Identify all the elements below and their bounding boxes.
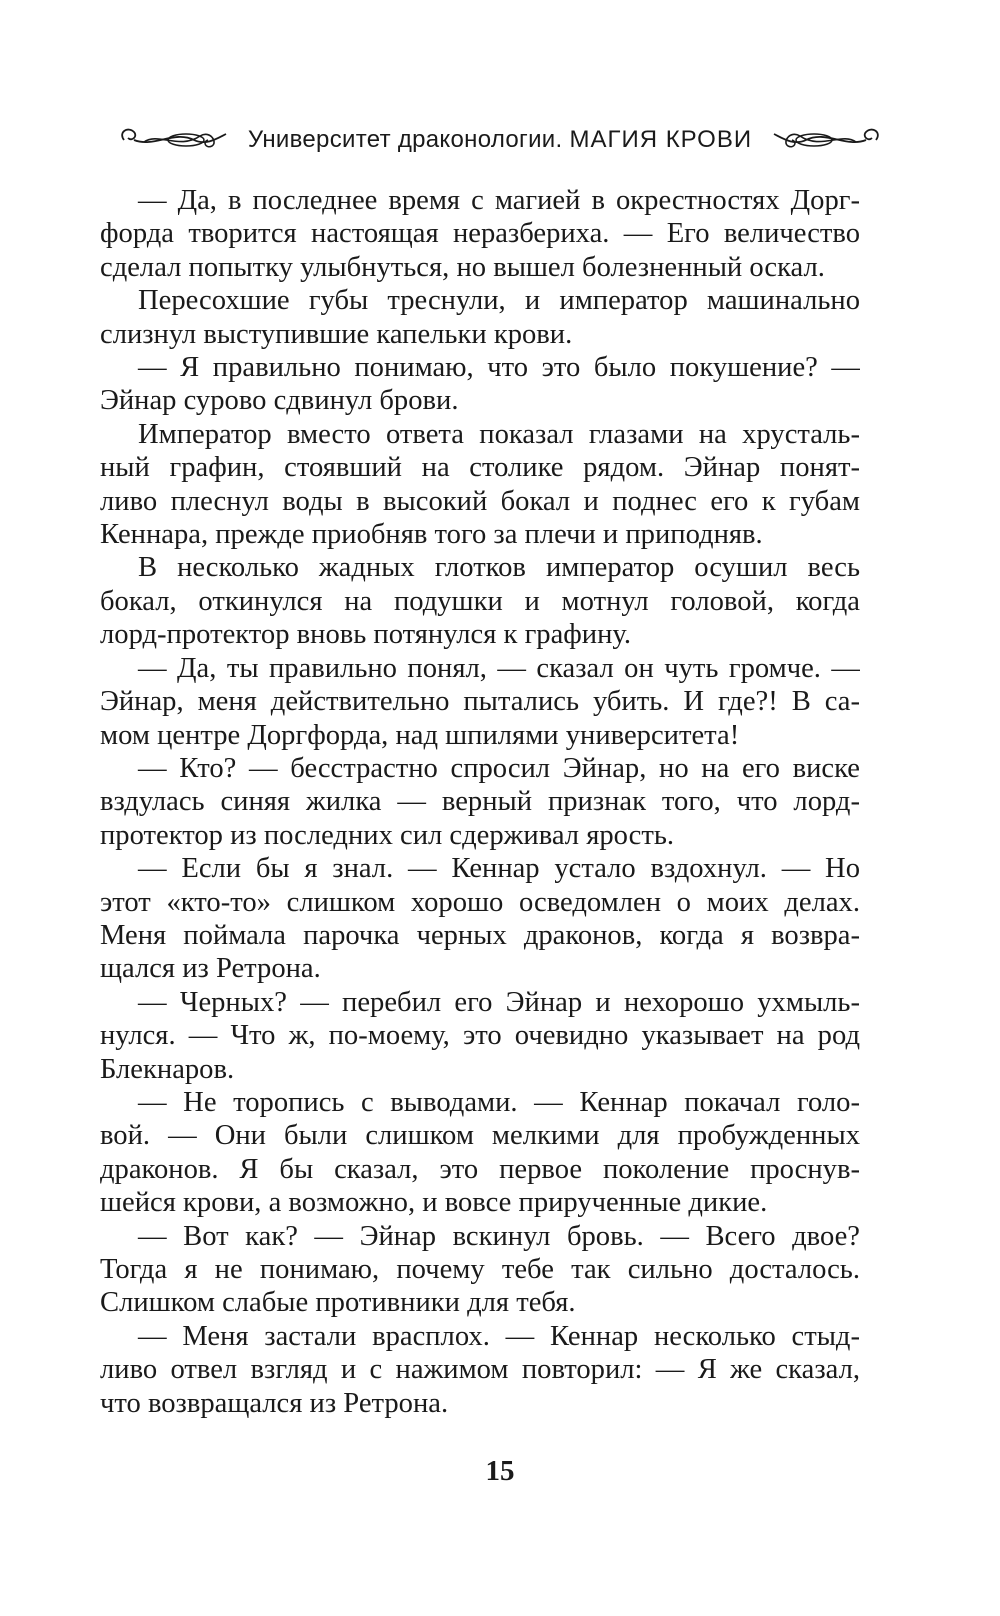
text-line: — Меня застали врасплох. — Кеннар несколько стыд-: [138, 1320, 860, 1352]
flourish-left-icon: [114, 120, 234, 160]
paragraph: [100, 284, 860, 351]
page-number: 15: [485, 1455, 515, 1487]
text-line: — Кто? — бесстрастно спросил Эйнар, но на его виске: [138, 752, 860, 784]
paragraph: [100, 652, 860, 752]
running-header: [100, 115, 900, 165]
paragraph: [100, 752, 860, 852]
text-line: протектор из последних сил сдерживал ярость.: [100, 819, 675, 851]
text-line: Меня поймала парочка черных драконов, когда я возвра-: [100, 919, 860, 951]
text-line: форда творится настоящая неразбериха. — Его величество: [100, 218, 860, 250]
flourish-right-icon: [766, 120, 886, 160]
text-line: В несколько жадных глотков император осушил весь: [138, 552, 860, 584]
text-line: сделал попытку улыбнуться, но вышел болезненный оскал.: [100, 251, 825, 283]
text-line: — Я правильно понимаю, что это было покушение? —: [138, 352, 860, 384]
text-line: Тогда я не понимаю, почему тебе так сильно досталось.: [100, 1254, 860, 1285]
text-line: ный графин, стоявший на столике рядом. Эйнар понят-: [100, 452, 860, 484]
text-line: — Если бы я знал. — Кеннар устало вздохнул. — Но: [138, 853, 860, 885]
text-line: Блекнаров.: [100, 1053, 235, 1085]
text-line: Эйнар, меня действительно пытались убить. И где?! В са-: [100, 686, 860, 718]
text-line: Эйнар сурово сдвинул брови.: [100, 385, 459, 417]
text-line: вой. — Они были слишком мелкими для пробужденных: [100, 1120, 860, 1152]
text-line: Император вместо ответа показал глазами на хрусталь-: [138, 418, 860, 450]
text-line: — Вот как? — Эйнар вскинул бровь. — Всего двое?: [138, 1220, 860, 1252]
text-line: этот «кто-то» слишком хорошо осведомлен о моих делах.: [100, 886, 860, 918]
text-line: Кеннара, прежде приобняв того за плечи и приподняв.: [100, 519, 763, 551]
text-line: нулся. — Что ж, по-моему, это очевидно указывает на род: [100, 1020, 860, 1052]
text-line: Пересохшие губы треснули, и император машинально: [138, 285, 860, 317]
text-line: слизнул выступившие капельки крови.: [100, 318, 573, 350]
paragraph: [100, 351, 860, 418]
text-line: Слишком слабые противники для тебя.: [100, 1287, 576, 1319]
header-title-main: Университет драконологии.: [247, 126, 563, 153]
text-line: — Не торопись с выводами. — Кеннар покачал голо-: [138, 1086, 860, 1118]
text-line: что возвращался из Ретрона.: [100, 1387, 449, 1419]
paragraph: [100, 1320, 860, 1420]
paragraph: [100, 1220, 860, 1320]
paragraph: [100, 418, 860, 552]
text-line: вздулась синяя жилка — верный признак того, что лорд-: [100, 786, 860, 818]
text-line: мом центре Доргфорда, над шпилями университета!: [100, 719, 740, 751]
text-line: — Черных? — перебил его Эйнар и нехорошо ухмыль-: [138, 986, 860, 1018]
running-header-title: [248, 126, 752, 154]
text-line: ливо плеснул воды в высокий бокал и поднес его к губам: [100, 485, 860, 517]
text-line: ливо отвел взгляд и с нажимом повторил: — Я же сказал,: [100, 1354, 860, 1386]
text-line: лорд-протектор вновь потянулся к графину.: [100, 619, 631, 651]
body-text: [100, 184, 860, 1420]
paragraph: [100, 551, 860, 651]
paragraph: [100, 852, 860, 986]
text-line: драконов. Я бы сказал, это первое поколение проснув-: [100, 1153, 860, 1185]
paragraph: [100, 184, 860, 284]
text-line: бокал, откинулся на подушки и мотнул головой, когда: [100, 585, 860, 617]
text-line: шейся крови, а возможно, и вовсе прирученные дикие.: [100, 1187, 768, 1219]
paragraph: [100, 1086, 860, 1220]
text-line: — Да, в последнее время с магией в окрестностях Дорг-: [138, 185, 860, 216]
text-line: — Да, ты правильно понял, — сказал он чуть громче. —: [138, 652, 860, 684]
header-title-upper: МАГИЯ КРОВИ: [569, 126, 753, 153]
text-line: щался из Ретрона.: [100, 953, 321, 985]
paragraph: [100, 986, 860, 1086]
